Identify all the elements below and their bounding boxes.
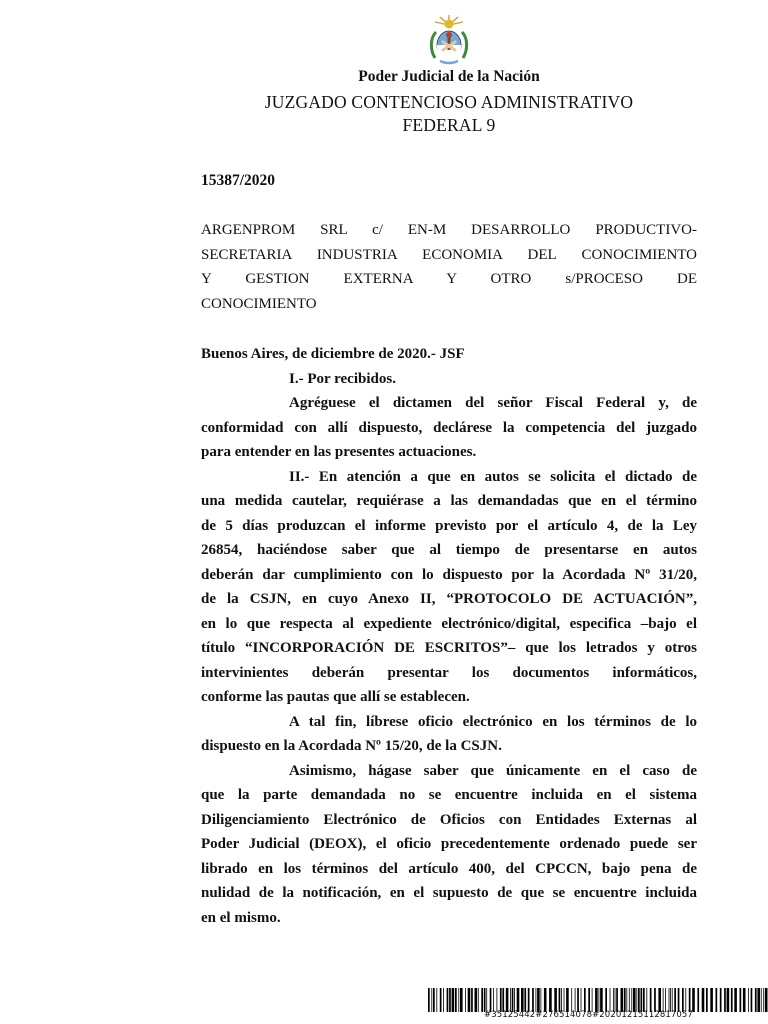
- body-line: Poder Judicial (DEOX), el oficio precedentemente ordenado puede ser: [201, 836, 697, 852]
- body-line: de la CSJN, en cuyo Anexo II, “PROTOCOLO DE ACTUACIÓN”,: [201, 591, 697, 607]
- date-line: Buenos Aires, de diciembre de 2020.- JSF: [201, 346, 465, 362]
- body-line: una medida cautelar, requiérase a las demandadas que en el término: [201, 493, 697, 509]
- body-line: I.- Por recibidos.: [289, 370, 396, 387]
- body-line: Asimismo, hágase saber que únicamente en el caso de: [289, 762, 697, 779]
- body-line: A tal fin, líbrese oficio electrónico en los términos de lo: [289, 713, 697, 730]
- case-caption-line: ARGENPROM SRL c/ EN-M DESARROLLO PRODUCTIVO-: [201, 222, 697, 238]
- body-line: título “INCORPORACIÓN DE ESCRITOS”– que los letrados y otros: [201, 640, 697, 656]
- body-line: conforme las pautas que allí se establecen.: [201, 689, 470, 705]
- argentina-coat-of-arms-icon: [426, 14, 472, 66]
- court-name-line-1: JUZGADO CONTENCIOSO ADMINISTRATIVO: [264, 92, 634, 112]
- case-number: 15387/2020: [201, 172, 276, 189]
- body-line: Diligenciamiento Electrónico de Oficios con Entidades Externas al: [201, 811, 697, 828]
- body-line: intervinientes deberán presentar los documentos informáticos,: [201, 664, 697, 681]
- body-line: en lo que respecta al expediente electrónico/digital, especifica –bajo el: [201, 615, 697, 632]
- body-line: para entender en las presentes actuaciones.: [201, 444, 477, 460]
- barcode-icon: [428, 988, 768, 1012]
- body-line: 26854, haciéndose saber que al tiempo de presentarse en autos: [201, 542, 697, 558]
- body-line: dispuesto en la Acordada Nº 15/20, de la CSJN.: [201, 738, 502, 754]
- body-line: nulidad de la notificación, en el supuesto de que se encuentre incluida: [201, 885, 697, 901]
- case-caption-line: SECRETARIA INDUSTRIA ECONOMIA DEL CONOCIMIENTO: [201, 246, 697, 263]
- case-caption-line: CONOCIMIENTO: [201, 295, 317, 312]
- body-line: deberán dar cumplimiento con lo dispuesto por la Acordada Nº 31/20,: [201, 566, 697, 583]
- body-line: conformidad con allí dispuesto, declárese la competencia del juzgado: [201, 419, 697, 436]
- body-line: II.- En atención a que en autos se solicita el dictado de: [289, 468, 697, 485]
- body-line: librado en los términos del artículo 400, del CPCCN, bajo pena de: [201, 860, 697, 877]
- case-caption-line: Y GESTION EXTERNA Y OTRO s/PROCESO DE: [201, 271, 697, 287]
- body-line: en el mismo.: [201, 909, 281, 926]
- court-name-line-2: FEDERAL 9: [402, 115, 496, 135]
- body-line: Agréguese el dictamen del señor Fiscal Federal y, de: [289, 395, 697, 411]
- body-line: que la parte demandada no se encuentre incluida en el sistema: [201, 787, 697, 803]
- barcode-number: #35125442#276514078#20201215112817057: [484, 1010, 693, 1020]
- case-caption: [201, 218, 697, 316]
- resolution-body: [201, 342, 697, 930]
- court-branch-title: Poder Judicial de la Nación: [358, 68, 540, 85]
- body-line: de 5 días produzcan el informe previsto por el artículo 4, de la Ley: [201, 517, 697, 534]
